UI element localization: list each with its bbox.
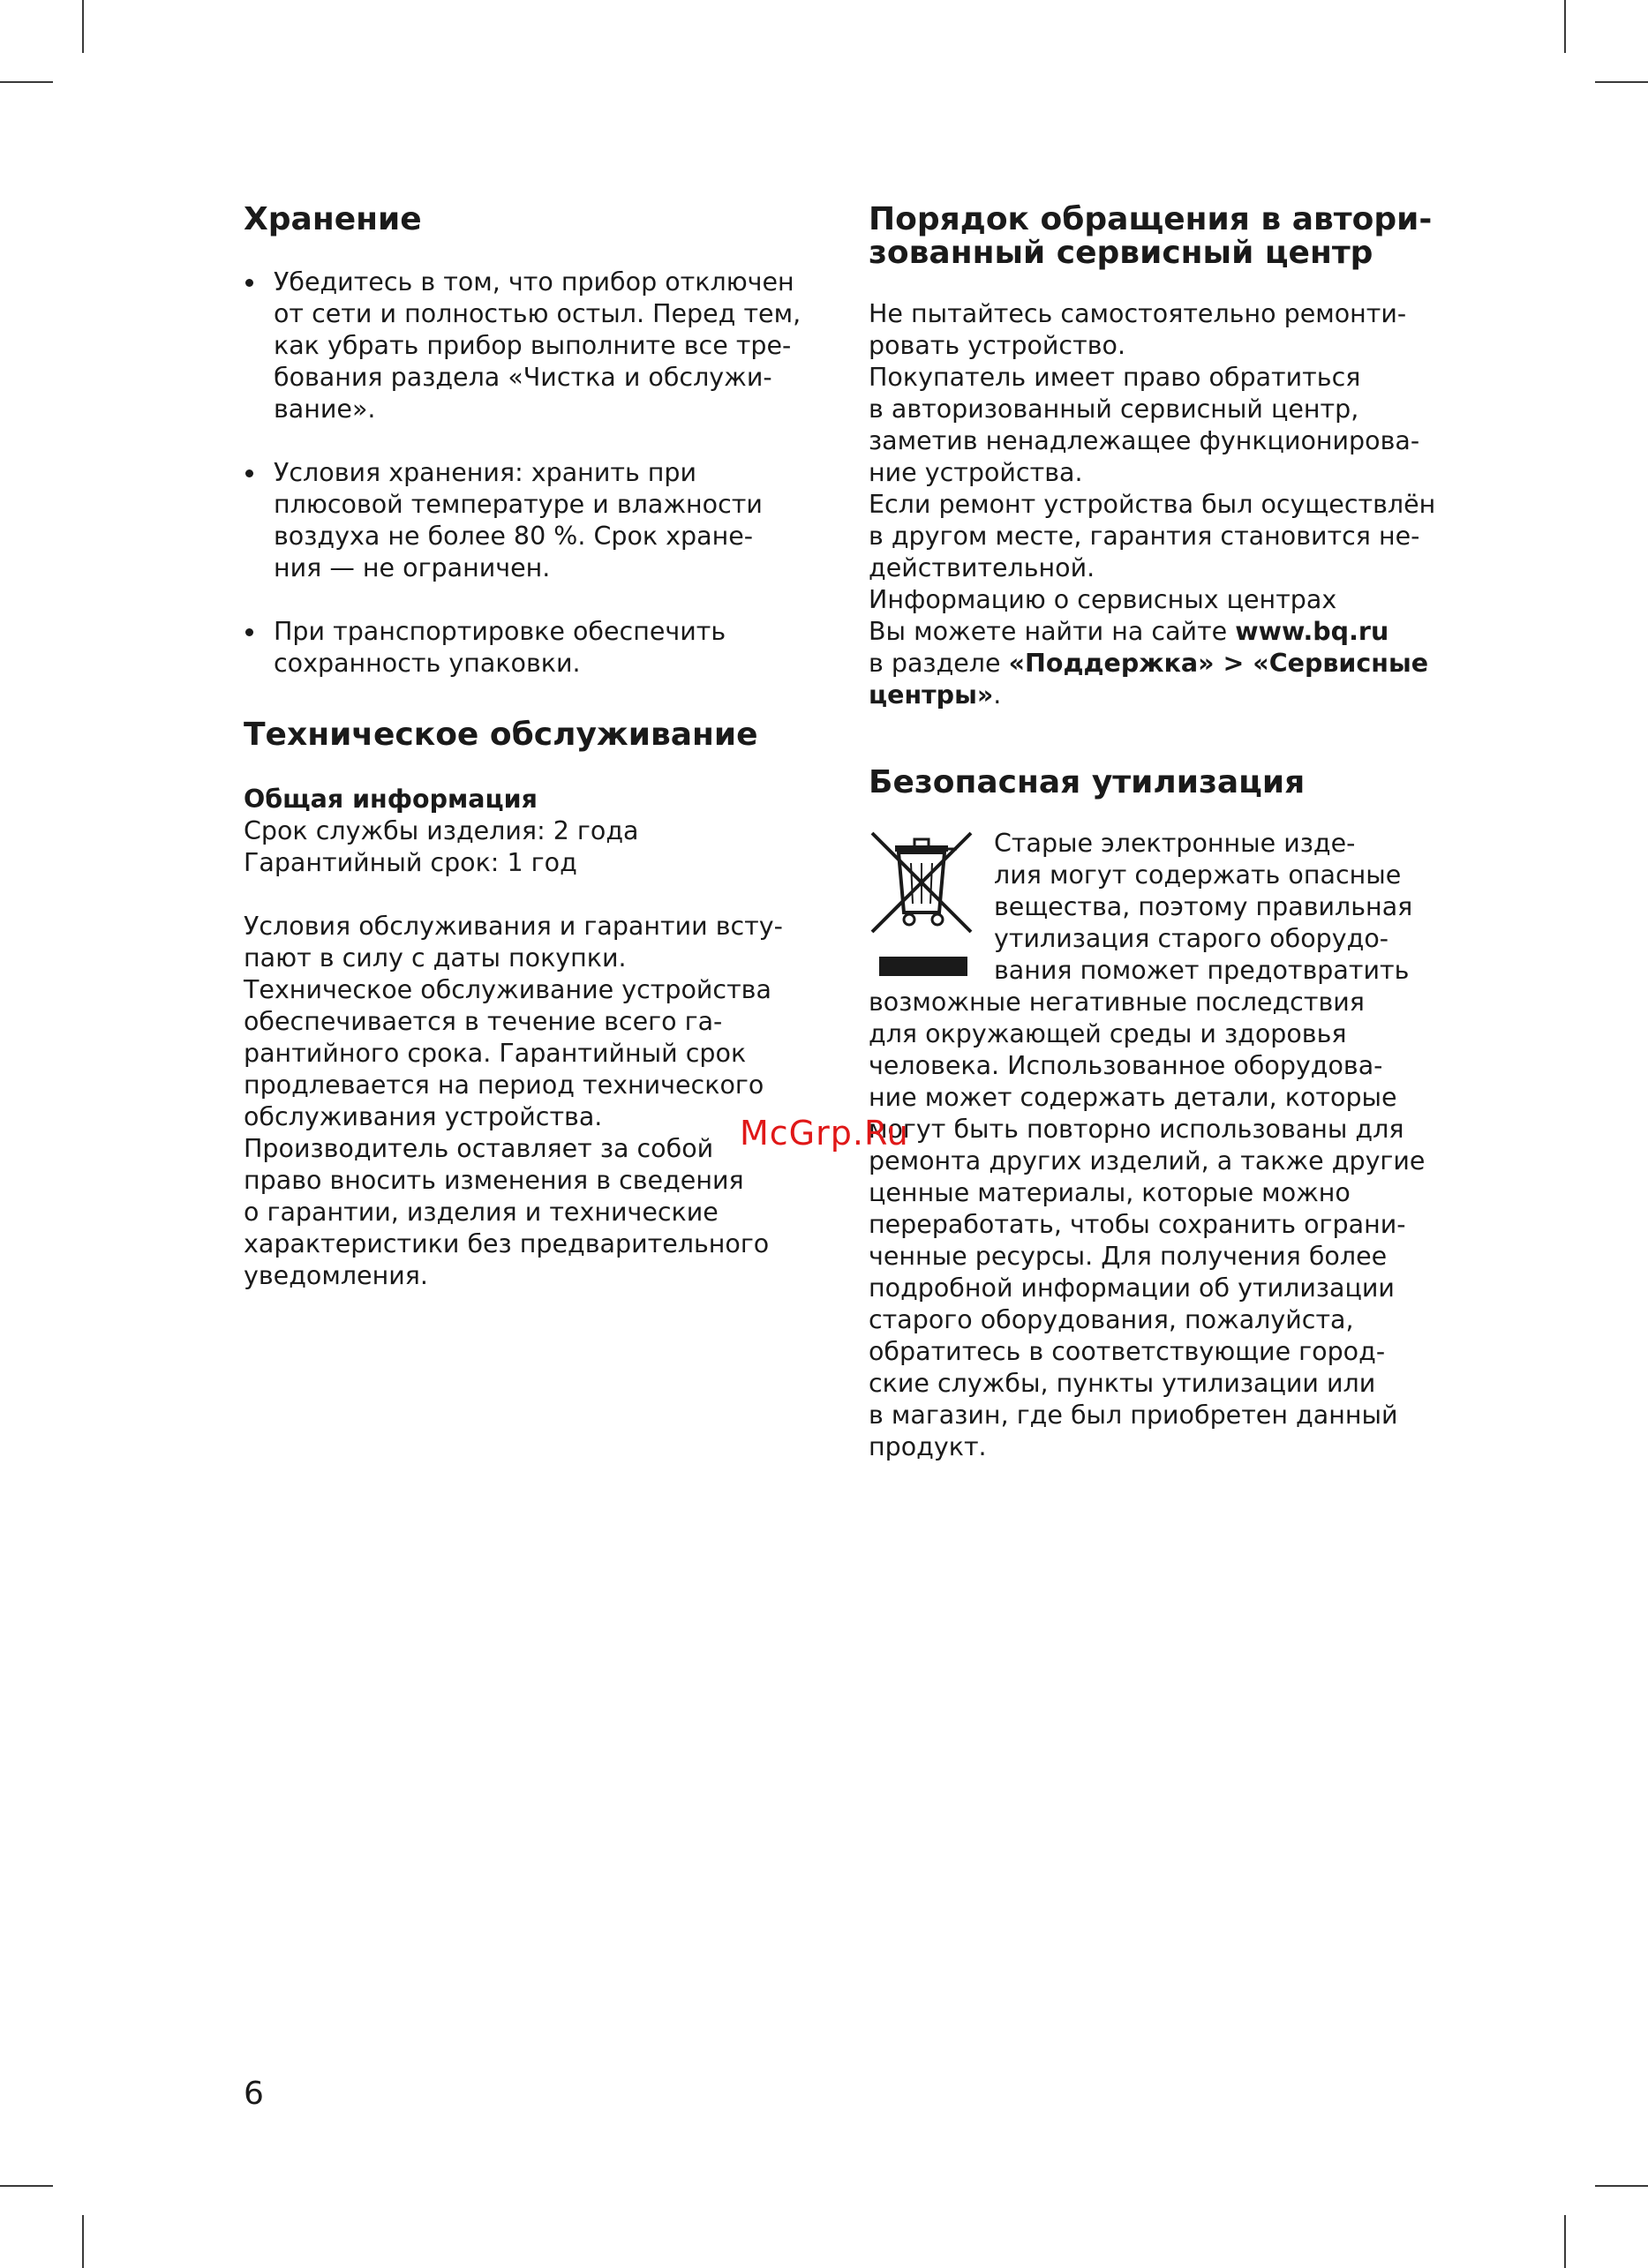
- disposal-body: [869, 828, 1460, 1463]
- page-number: 6: [244, 2076, 264, 2112]
- text-line: уведомления.: [244, 1261, 428, 1290]
- text-line: для окружающей среды и здоровья: [869, 1019, 1347, 1048]
- text-line: Информацию о сервисных центрах: [869, 585, 1337, 614]
- period: .: [993, 680, 1002, 710]
- crop-mark: [82, 2215, 84, 2268]
- text-line: как убрать прибор выполните все тре-: [274, 331, 792, 360]
- website-link[interactable]: www.bq.ru: [1235, 617, 1389, 646]
- storage-bullet-list: [244, 267, 817, 680]
- text-line: При транспортировке обеспечить: [274, 617, 726, 646]
- text-line: воздуха не более 80 %. Срок хране-: [274, 522, 754, 551]
- site-prefix: Вы можете найти на сайте: [869, 617, 1236, 646]
- maintenance-paragraph: [244, 911, 817, 1292]
- storage-bullet: [244, 616, 817, 680]
- text-line: действительной.: [869, 553, 1095, 582]
- text-line: ния — не ограничен.: [274, 553, 551, 582]
- service-section: [869, 203, 1460, 711]
- text-line: пают в силу с даты покупки.: [244, 943, 627, 973]
- text-line: плюсовой температуре и влажности: [274, 490, 763, 519]
- text-line: переработать, чтобы сохранить ограни-: [869, 1210, 1406, 1239]
- text-line: обслуживания устройства.: [244, 1102, 603, 1131]
- text-line: вания поможет предотвратить: [994, 956, 1410, 985]
- text-line: ровать устройство.: [869, 331, 1125, 360]
- support-section-link-end: центры»: [869, 680, 994, 710]
- text-line: право вносить изменения в сведения: [244, 1166, 744, 1195]
- text-line: от сети и полностью остыл. Перед тем,: [274, 299, 801, 328]
- text-line: Техническое обслуживание устройства: [244, 975, 771, 1004]
- bullet-dot-icon: [245, 628, 253, 636]
- text-line: обеспечивается в течение всего га-: [244, 1007, 723, 1036]
- text-line: Условия обслуживания и гарантии всту-: [244, 912, 783, 941]
- text-line: Если ремонт устройства был осуществлён: [869, 490, 1436, 519]
- title-line: Порядок обращения в автори-: [869, 201, 1433, 237]
- text-line: Производитель оставляет за собой: [244, 1134, 714, 1163]
- text-line: продукт.: [869, 1432, 987, 1461]
- maintenance-section: [244, 718, 817, 1292]
- text-line: о гарантии, изделия и технические: [244, 1198, 719, 1227]
- text-line: [869, 648, 1460, 680]
- text-line: Не пытайтесь самостоятельно ремонти-: [869, 299, 1407, 328]
- title-line: зованный сервисный центр: [869, 235, 1373, 271]
- text-line: ценные материалы, которые можно: [869, 1178, 1351, 1207]
- text-line: ченные ресурсы. Для получения более: [869, 1242, 1388, 1271]
- text-line: характеристики без предварительного: [244, 1229, 770, 1258]
- crossed-out-wheelie-bin-icon: [869, 828, 975, 987]
- crop-mark: [0, 2185, 53, 2187]
- text-line: обратитесь в соответствующие город-: [869, 1337, 1386, 1366]
- storage-bullet: [244, 457, 817, 584]
- section-prefix: в разделе: [869, 649, 1009, 678]
- crop-mark: [1564, 2215, 1566, 2268]
- storage-section: [244, 203, 817, 680]
- service-title: [869, 203, 1460, 270]
- text-line: утилизация старого оборудо-: [994, 924, 1389, 953]
- text-line: старого оборудования, пожалуйста,: [869, 1305, 1354, 1334]
- crop-mark: [82, 0, 84, 53]
- text-line: [869, 680, 1460, 711]
- crop-mark: [0, 81, 53, 83]
- maintenance-subtitle: Общая информация: [244, 785, 538, 814]
- text-line: сохранность упаковки.: [274, 649, 581, 678]
- right-column: [869, 203, 1460, 1463]
- text-line: возможные негативные последствия: [869, 988, 1365, 1017]
- text-line: [869, 616, 1460, 648]
- text-line: могут быть повторно использованы для: [869, 1115, 1404, 1144]
- crop-mark: [1564, 0, 1566, 53]
- text-line: лия могут содержать опасные: [994, 860, 1402, 890]
- text-line: Покупатель имеет право обратиться: [869, 363, 1361, 392]
- crop-mark: [1595, 81, 1648, 83]
- text-line: в авторизованный сервисный центр,: [869, 394, 1359, 424]
- text-line: продлевается на период технического: [244, 1070, 764, 1100]
- disposal-title: Безопасная утилизация: [869, 764, 1306, 800]
- text-line: в магазин, где был приобретен данный: [869, 1401, 1398, 1430]
- service-paragraph: [869, 298, 1460, 711]
- bullet-dot-icon: [245, 279, 253, 287]
- text-line: Условия хранения: хранить при: [274, 458, 697, 487]
- text-line: Старые электронные изде-: [994, 829, 1356, 858]
- support-section-link: «Поддержка» > «Сервисные: [1008, 649, 1429, 678]
- text-line: бования раздела «Чистка и обслужи-: [274, 363, 772, 392]
- text-line: в другом месте, гарантия становится не-: [869, 522, 1420, 551]
- text-line: человека. Использованное оборудова-: [869, 1051, 1383, 1080]
- text-line: ние может содержать детали, которые: [869, 1083, 1397, 1112]
- storage-title: Хранение: [244, 201, 422, 237]
- text-line: подробной информации об утилизации: [869, 1273, 1395, 1303]
- text-line: Убедитесь в том, что прибор отключен: [274, 267, 794, 297]
- text-line: заметив ненадлежащее функционирова-: [869, 426, 1420, 455]
- bullet-dot-icon: [245, 469, 253, 477]
- text-line: вещества, поэтому правильная: [994, 892, 1413, 921]
- watermark: McGrp.Ru: [740, 1114, 909, 1153]
- text-line: ремонта других изделий, а также другие: [869, 1146, 1426, 1175]
- crop-mark: [1595, 2185, 1648, 2187]
- storage-bullet: [244, 267, 817, 425]
- service-life-text: Срок службы изделия: 2 года: [244, 816, 639, 845]
- text-line: вание».: [274, 394, 376, 424]
- text-line: ские службы, пункты утилизации или: [869, 1369, 1376, 1398]
- text-line: рантийного срока. Гарантийный срок: [244, 1039, 747, 1068]
- maintenance-title: Техническое обслуживание: [244, 717, 758, 753]
- text-line: ние устройства.: [869, 458, 1083, 487]
- warranty-text: Гарантийный срок: 1 год: [244, 848, 577, 877]
- disposal-section: [869, 766, 1460, 1463]
- left-column: [244, 203, 817, 1292]
